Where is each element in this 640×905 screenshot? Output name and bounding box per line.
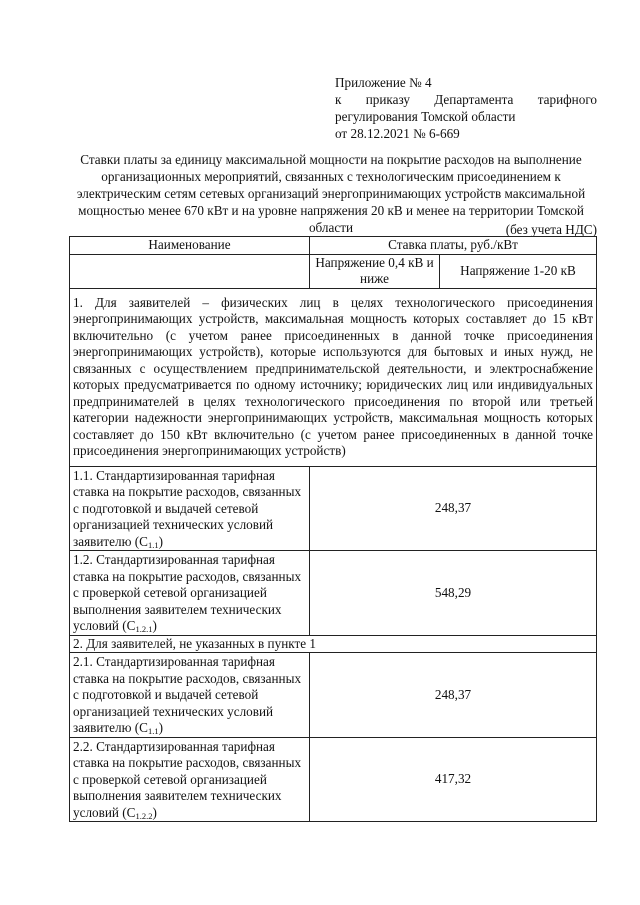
appendix-number: Приложение № 4: [335, 75, 432, 90]
rate-name-cell: 1.1. Стандартизированная тарифная ставка на покрытие расходов, связанных с подготовкой и выдачей сетевой организацией технических условий заявителю $(C_{1.1})$: [70, 466, 310, 551]
header-rate: Ставка платы, руб./кВт: [310, 237, 597, 255]
rate-index: 1.1: [147, 539, 159, 550]
document-title: Ставки платы за единицу максимальной мощности на покрытие расходов на выполнение организационных мероприятий, связанных с технологическим присоединением к электрическим сетям сетевых организаций энергопринимающих устройств максимальной мощностью менее 670 кВт и на уровне напряжения 20 кВ и менее на территории Томской области: [76, 152, 586, 235]
rate-name: 2.1. Стандартизированная тарифная ставка на покрытие расходов, связанных с подготовкой и выдачей сетевой организацией технических условий заявителю (C: [73, 654, 302, 735]
rate-value: 417,32: [310, 737, 597, 822]
rate-name-cell: 2.1. Стандартизированная тарифная ставка на покрытие расходов, связанных с подготовкой и выдачей сетевой организацией технических условий заявителю $(C_{1.1})$: [70, 653, 310, 738]
section-1-description: 1. Для заявителей – физических лиц в целях технологического присоединения энергопринимающих устройств, максимальная мощность которых составляет до 15 кВт включительно (с учетом ранее присоединенных в данной точке присоединения энергопринимающих устройств), которые используются для бытовых и иных нужд, не связанных с осуществлением предпринимательской деятельности, и электроснабжение которых предусматривается по одному источнику; юридических лиц или индивидуальных предпринимателей в целях технологического присоединения по второй или третьей категории надежности энергопринимающих устройств, максимальная мощность которых составляет до 150 кВт включительно (с учетом ранее присоединенных в данной точке присоединения энергопринимающих устройств): [70, 288, 597, 466]
table-row: [70, 551, 597, 636]
rate-value: 248,37: [310, 466, 597, 551]
rate-value: 548,29: [310, 551, 597, 636]
rate-index: 1.1: [147, 726, 159, 736]
table-row: [70, 737, 597, 822]
rate-name: 1.1. Стандартизированная тарифная ставка на покрытие расходов, связанных с подготовкой и выдачей сетевой организацией технических условий заявителю (C: [73, 467, 302, 549]
appendix-order-ref: к приказу Департамента тарифного: [335, 92, 597, 107]
tariff-table: [69, 236, 597, 822]
vat-note: (без учета НДС): [505, 222, 597, 237]
rate-name-cell: 2.2. Стандартизированная тарифная ставка на покрытие расходов, связанных с проверкой сетевой организацией выполнения заявителем технических условий $(C_{1.2.2})$: [70, 737, 310, 822]
appendix-department: регулирования Томской области: [335, 109, 516, 124]
section-2-description: 2. Для заявителей, не указанных в пункте 1: [70, 635, 597, 653]
rate-index: 1.2.2: [135, 810, 153, 821]
rate-value: 248,37: [310, 653, 597, 738]
rate-name-cell: 1.2. Стандартизированная тарифная ставка на покрытие расходов, связанных с проверкой сетевой организацией выполнения заявителем технических условий $(C_{1.2.1})$: [70, 551, 310, 636]
table-row: [70, 653, 597, 738]
rate-name: 1.2. Стандартизированная тарифная ставка на покрытие расходов, связанных с проверкой сетевой организацией выполнения заявителем технических условий (C: [73, 552, 302, 633]
header-empty-cell: [70, 254, 310, 288]
rate-index: 1.2.1: [135, 624, 153, 634]
header-name: Наименование: [70, 237, 310, 255]
table-row: [70, 466, 597, 551]
header-voltage-high: Напряжение 1-20 кВ: [440, 254, 597, 288]
appendix-block: [335, 74, 597, 142]
header-voltage-low: Напряжение 0,4 кВ и ниже: [310, 254, 440, 288]
appendix-date: от 28.12.2021 № 6-669: [335, 126, 460, 141]
rate-name: 2.2. Стандартизированная тарифная ставка на покрытие расходов, связанных с проверкой сетевой организацией выполнения заявителем технических условий (C: [73, 738, 302, 820]
